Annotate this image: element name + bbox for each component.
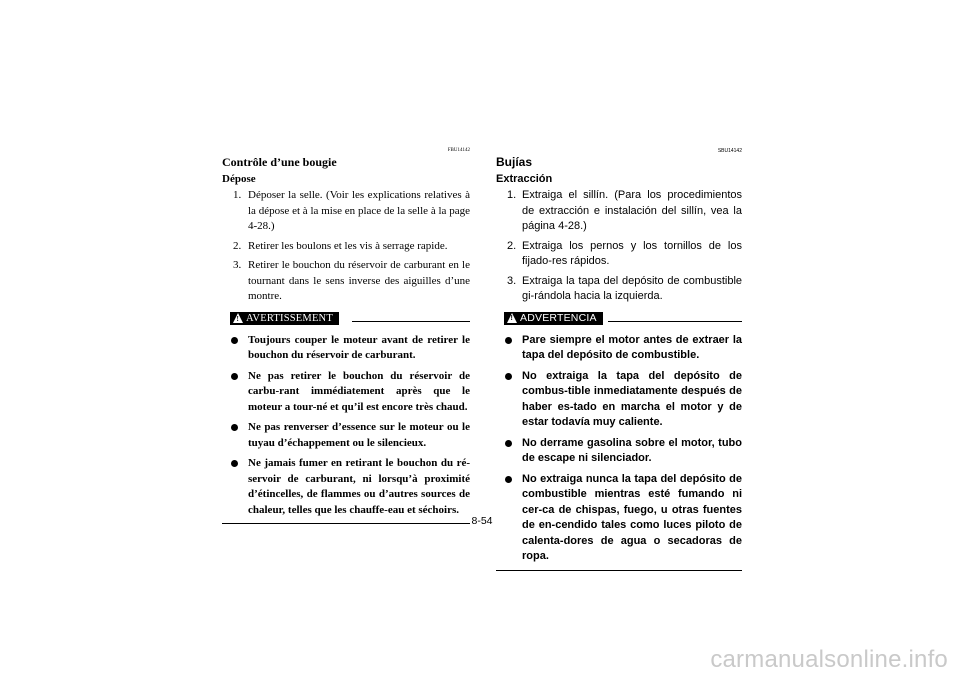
- step-text: Extraiga el sillín. (Para los procedimientos de extracción e instalación del sillín, vea la página 4-28.): [522, 189, 742, 232]
- bullet-icon: [231, 373, 238, 380]
- list-item: [222, 456, 470, 518]
- bullet-icon: [505, 337, 512, 344]
- french-column: [222, 148, 470, 524]
- warning-header: [222, 311, 470, 329]
- warning-text: Ne pas retirer le bouchon du réservoir de carbu-rant immédiatement après que le moteur a tour-né et qu’il est encore très chaud.: [248, 369, 470, 413]
- step-text: Extraiga los pernos y los tornillos de los fijado-res rápidos.: [522, 239, 742, 267]
- bullet-icon: [505, 373, 512, 380]
- warning-end-rule: [496, 570, 742, 571]
- list-item: [496, 472, 742, 565]
- step-number: 3.: [507, 274, 517, 287]
- step-text: Déposer la selle. (Voir les explications relatives à la dépose et à la mise en place de la selle à la page 4-28.): [248, 189, 470, 232]
- warning-text: No extraiga nunca la tapa del depósito de combustible mientras esté fumando ni cer-ca de chispas, fuego, u otras fuentes de en-cendido tales como luces piloto de calenta-dores de agua o secadoras de ropa.: [522, 472, 742, 562]
- section-subtitle: Dépose: [222, 173, 256, 185]
- steps-list: [496, 188, 742, 305]
- list-item: [496, 188, 742, 235]
- list-item: [496, 239, 742, 270]
- exclamation-icon: !: [236, 314, 240, 323]
- step-number: 2.: [507, 239, 517, 252]
- list-item: [496, 436, 742, 467]
- step-number: 3.: [233, 259, 242, 271]
- section-title: Bujías: [496, 155, 533, 169]
- step-text: Retirer le bouchon du réservoir de carburant en le tournant dans le sens inverse des aiguilles d’une montre.: [248, 259, 470, 302]
- warning-label: AVERTISSEMENT: [246, 312, 333, 324]
- list-item: [222, 333, 470, 364]
- step-number: 2.: [233, 239, 242, 252]
- warning-badge: [230, 312, 339, 325]
- bullet-icon: [231, 337, 238, 344]
- step-text: Extraiga la tapa del depósito de combustible gi-rándola hacia la izquierda.: [522, 274, 742, 302]
- warning-list: [222, 333, 470, 519]
- exclamation-icon: !: [510, 314, 514, 322]
- warning-text: No extraiga la tapa del depósito de combus-tible inmediatamente después de haber es-tado en marcha el motor y de estar todavía muy caliente.: [522, 369, 742, 428]
- step-text: Retirer les boulons et les vis à serrage rapide.: [248, 239, 448, 252]
- step-number: 1.: [233, 189, 242, 201]
- list-item: [496, 369, 742, 431]
- step-number: 1.: [507, 189, 517, 201]
- bullet-icon: [231, 460, 238, 467]
- warning-text: Ne pas renverser d’essence sur le moteur ou le tuyau d’échappement ou le silencieux.: [248, 421, 470, 449]
- warning-label: ADVERTENCIA: [520, 311, 597, 324]
- list-item: [222, 369, 470, 416]
- spanish-column: [496, 148, 742, 571]
- warning-text: Ne jamais fumer en retirant le bouchon du ré-servoir de carburant, ni lorsqu’à proximité d’étincelles, de flammes ou d’autres sources de chaleur, telles que les chauffe-eau et séchoirs.: [248, 457, 470, 516]
- warning-text: No derrame gasolina sobre el motor, tubo de escape ni silenciador.: [522, 436, 742, 464]
- list-item: [222, 239, 470, 255]
- section-title: Contrôle d’une bougie: [222, 155, 337, 169]
- list-item: [222, 188, 470, 235]
- warning-list: [496, 333, 742, 565]
- steps-list: [222, 188, 470, 305]
- warning-header: [496, 311, 742, 329]
- warning-rule: [352, 321, 470, 322]
- list-item: [222, 420, 470, 451]
- section-code: FBU14142: [447, 148, 470, 153]
- watermark[interactable]: carmanualsonline.info: [710, 646, 948, 673]
- list-item: [496, 274, 742, 305]
- warning-text: Toujours couper le moteur avant de retirer le bouchon du réservoir de carburant.: [248, 333, 470, 361]
- warning-rule: [608, 321, 742, 322]
- bullet-icon: [231, 424, 238, 431]
- warning-end-rule: [222, 523, 470, 524]
- bullet-icon: [505, 476, 512, 483]
- section-subtitle: Extracción: [496, 173, 553, 185]
- page-number: 8-54: [471, 515, 493, 527]
- bullet-icon: [505, 440, 512, 447]
- warning-text: Pare siempre el motor antes de extraer la tapa del depósito de combustible.: [522, 333, 742, 361]
- list-item: [496, 333, 742, 364]
- list-item: [222, 258, 470, 305]
- warning-badge: [504, 312, 603, 325]
- section-code: SBU14142: [717, 148, 742, 154]
